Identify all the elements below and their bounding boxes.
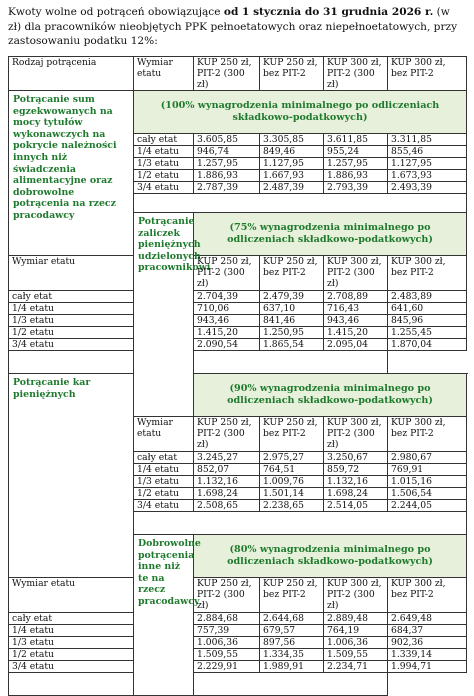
table-row — [9, 649, 467, 661]
header-col-etat: Wymiar etatu — [134, 57, 194, 91]
row-value-kup300-bez-pit2: 2.244,05 — [388, 500, 467, 512]
section-band-row — [9, 91, 467, 134]
row-etat-label: cały etat — [9, 291, 134, 303]
deduction-free-amounts-table — [8, 56, 467, 696]
section-percentage-band: (100% wynagrodzenia minimalnego po odliczeniach składkowo-podatkowych) — [134, 91, 467, 134]
row-value-kup250-bez-pit2: 764,51 — [260, 464, 324, 476]
row-value-kup250-bez-pit2: 2.238,65 — [260, 500, 324, 512]
intro-paragraph — [8, 5, 466, 49]
row-value-kup300-pit2: 2.514,05 — [324, 500, 388, 512]
row-etat-label: 1/2 etatu — [9, 327, 134, 339]
row-value-kup250-pit2: 1.257,95 — [194, 158, 260, 170]
row-value-kup300-bez-pit2: 769,91 — [388, 464, 467, 476]
row-value-kup250-pit2: 1.132,16 — [194, 476, 260, 488]
row-value-kup250-pit2: 757,39 — [194, 625, 260, 637]
row-value-kup250-bez-pit2: 1.127,95 — [260, 158, 324, 170]
row-value-kup250-pit2: 2.787,39 — [194, 182, 260, 194]
row-value-kup300-bez-pit2: 1.994,71 — [388, 661, 467, 673]
subheader-col-kup250-bez-pit2: KUP 250 zł, bez PIT-2 — [260, 578, 324, 613]
table-row — [9, 291, 467, 303]
section-spacer-row — [9, 351, 467, 374]
row-value-kup250-bez-pit2: 1.009,76 — [260, 476, 324, 488]
subheader-col-kup300-pit2: KUP 300 zł, PIT-2 (300 zł) — [324, 417, 388, 452]
deduction-category-label: Potrącanie kar pieniężnych — [9, 374, 134, 578]
section-spacer — [9, 351, 388, 374]
row-value-kup250-bez-pit2: 1.865,54 — [260, 339, 324, 351]
row-etat-label: 3/4 etatu — [134, 500, 194, 512]
row-value-kup250-pit2: 2.884,68 — [194, 613, 260, 625]
row-value-kup250-bez-pit2: 2.975,27 — [260, 452, 324, 464]
subheader-col-kup300-pit2: KUP 300 zł, PIT-2 (300 zł) — [324, 578, 388, 613]
row-value-kup300-pit2: 1.509,55 — [324, 649, 388, 661]
row-value-kup250-bez-pit2: 2.644,68 — [260, 613, 324, 625]
row-value-kup300-bez-pit2: 1.127,95 — [388, 158, 467, 170]
table-row — [9, 637, 467, 649]
subheader-col-kup300-bez-pit2: KUP 300 zł, bez PIT-2 — [388, 578, 467, 613]
header-col-kup300-pit2: KUP 300 zł, PIT-2 (300 zł) — [324, 57, 388, 91]
row-value-kup250-pit2: 1.006,36 — [194, 637, 260, 649]
row-etat-label: 1/2 etatu — [9, 649, 134, 661]
row-value-kup250-bez-pit2: 1.250,95 — [260, 327, 324, 339]
section-spacer-row — [9, 673, 467, 696]
subheader-col-etat: Wymiar etatu — [9, 256, 134, 291]
row-value-kup250-bez-pit2: 679,57 — [260, 625, 324, 637]
row-value-kup300-bez-pit2: 3.311,85 — [388, 134, 467, 146]
header-col-kup250-bez-pit2: KUP 250 zł, bez PIT-2 — [260, 57, 324, 91]
row-etat-label: 1/4 etatu — [134, 146, 194, 158]
row-value-kup300-bez-pit2: 2.980,67 — [388, 452, 467, 464]
row-value-kup300-bez-pit2: 1.015,16 — [388, 476, 467, 488]
row-etat-label: 1/4 etatu — [9, 303, 134, 315]
row-value-kup250-pit2: 710,06 — [194, 303, 260, 315]
deduction-category-label: Potrącanie sum egzekwowanych na mocy tytułów wykonawczych na pokrycie należności innych niż świadczenia alimentacyjne oraz dobrowolne potrącenia na rzecz pracodawcy — [9, 91, 134, 256]
row-value-kup300-pit2: 1.415,20 — [324, 327, 388, 339]
section-spacer — [134, 194, 467, 213]
row-value-kup250-bez-pit2: 3.305,85 — [260, 134, 324, 146]
row-value-kup250-bez-pit2: 897,56 — [260, 637, 324, 649]
row-etat-label: cały etat — [134, 134, 194, 146]
header-col-kup300-bez-pit2: KUP 300 zł, bez PIT-2 — [388, 57, 467, 91]
row-value-kup250-pit2: 1.886,93 — [194, 170, 260, 182]
section-subheader-row — [9, 256, 467, 291]
deduction-category-label: Potrącanie zaliczek pieniężnych udzielonych pracownikowi — [134, 213, 194, 417]
row-value-kup250-pit2: 946,74 — [194, 146, 260, 158]
row-value-kup250-bez-pit2: 1.989,91 — [260, 661, 324, 673]
table-header-row — [9, 57, 467, 91]
row-value-kup300-bez-pit2: 2.649,48 — [388, 613, 467, 625]
intro-text-end: (w zł) dla pracowników nieobjętych PPK pełnoetatowych oraz niepełnoetatowych, przy zastosowaniu podatku 12%: — [8, 6, 458, 48]
row-value-kup250-pit2: 1.415,20 — [194, 327, 260, 339]
row-value-kup300-pit2: 716,43 — [324, 303, 388, 315]
row-value-kup300-pit2: 2.095,04 — [324, 339, 388, 351]
row-value-kup300-bez-pit2: 1.506,54 — [388, 488, 467, 500]
row-value-kup250-bez-pit2: 1.501,14 — [260, 488, 324, 500]
row-value-kup300-bez-pit2: 1.673,93 — [388, 170, 467, 182]
row-etat-label: cały etat — [134, 452, 194, 464]
subheader-col-etat: Wymiar etatu — [134, 417, 194, 452]
table-row — [9, 661, 467, 673]
table-row — [9, 613, 467, 625]
intro-date-range: od 1 stycznia do 31 grudnia 2026 r. — [223, 6, 434, 18]
row-etat-label: 1/4 etatu — [9, 625, 134, 637]
row-value-kup300-bez-pit2: 2.483,89 — [388, 291, 467, 303]
section-percentage-band: (75% wynagrodzenia minimalnego po odliczeniach składkowo-podatkowych) — [194, 213, 467, 256]
row-value-kup300-bez-pit2: 845,96 — [388, 315, 467, 327]
subheader-col-kup300-bez-pit2: KUP 300 zł, bez PIT-2 — [388, 417, 467, 452]
header-col-kup250-pit2: KUP 250 zł, PIT-2 (300 zł) — [194, 57, 260, 91]
row-value-kup300-pit2: 3.611,85 — [324, 134, 388, 146]
row-etat-label: 3/4 etatu — [9, 339, 134, 351]
row-value-kup300-pit2: 943,46 — [324, 315, 388, 327]
row-etat-label: 1/4 etatu — [134, 464, 194, 476]
subheader-col-kup250-pit2: KUP 250 zł, PIT-2 (300 zł) — [194, 256, 260, 291]
row-value-kup250-pit2: 1.509,55 — [194, 649, 260, 661]
row-value-kup300-bez-pit2: 1.870,04 — [388, 339, 467, 351]
row-value-kup250-bez-pit2: 849,46 — [260, 146, 324, 158]
table-row — [9, 625, 467, 637]
row-etat-label: 1/3 etatu — [134, 158, 194, 170]
row-etat-label: 1/3 etatu — [9, 315, 134, 327]
row-value-kup300-pit2: 764,19 — [324, 625, 388, 637]
row-value-kup250-pit2: 2.090,54 — [194, 339, 260, 351]
row-value-kup300-pit2: 3.250,67 — [324, 452, 388, 464]
subheader-col-kup300-pit2: KUP 300 zł, PIT-2 (300 zł) — [324, 256, 388, 291]
row-value-kup250-bez-pit2: 1.667,93 — [260, 170, 324, 182]
row-etat-label: 3/4 etatu — [9, 661, 134, 673]
row-value-kup300-pit2: 1.132,16 — [324, 476, 388, 488]
row-etat-label: 1/2 etatu — [134, 170, 194, 182]
subheader-col-kup300-bez-pit2: KUP 300 zł, bez PIT-2 — [388, 256, 467, 291]
section-subheader-row — [9, 578, 467, 613]
row-value-kup300-bez-pit2: 2.493,39 — [388, 182, 467, 194]
section-band-row — [9, 374, 467, 417]
row-value-kup250-bez-pit2: 2.487,39 — [260, 182, 324, 194]
row-value-kup250-bez-pit2: 841,46 — [260, 315, 324, 327]
row-value-kup250-pit2: 2.508,65 — [194, 500, 260, 512]
row-value-kup300-pit2: 1.886,93 — [324, 170, 388, 182]
row-value-kup300-pit2: 2.793,39 — [324, 182, 388, 194]
table-row — [9, 315, 467, 327]
row-etat-label: 1/3 etatu — [9, 637, 134, 649]
deduction-category-label: Dobrowolne potrącenia inne niż te na rzecz pracodawcy — [134, 535, 194, 696]
row-value-kup250-pit2: 2.704,39 — [194, 291, 260, 303]
row-value-kup300-bez-pit2: 902,36 — [388, 637, 467, 649]
table-row — [9, 339, 467, 351]
row-value-kup300-pit2: 2.889,48 — [324, 613, 388, 625]
section-spacer — [9, 673, 388, 696]
subheader-col-etat: Wymiar etatu — [9, 578, 134, 613]
row-value-kup250-pit2: 3.245,27 — [194, 452, 260, 464]
row-value-kup250-bez-pit2: 2.479,39 — [260, 291, 324, 303]
row-value-kup300-pit2: 1.006,36 — [324, 637, 388, 649]
row-value-kup300-pit2: 1.257,95 — [324, 158, 388, 170]
header-category: Rodzaj potrącenia — [9, 57, 134, 91]
row-value-kup250-bez-pit2: 1.334,35 — [260, 649, 324, 661]
subheader-col-kup250-pit2: KUP 250 zł, PIT-2 (300 zł) — [194, 578, 260, 613]
row-value-kup300-bez-pit2: 855,46 — [388, 146, 467, 158]
subheader-col-kup250-pit2: KUP 250 zł, PIT-2 (300 zł) — [194, 417, 260, 452]
row-value-kup250-pit2: 2.229,91 — [194, 661, 260, 673]
row-value-kup300-pit2: 2.708,89 — [324, 291, 388, 303]
row-value-kup300-pit2: 2.234,71 — [324, 661, 388, 673]
row-value-kup300-bez-pit2: 1.339,14 — [388, 649, 467, 661]
row-value-kup250-bez-pit2: 637,10 — [260, 303, 324, 315]
subheader-col-kup250-bez-pit2: KUP 250 zł, bez PIT-2 — [260, 256, 324, 291]
row-value-kup250-pit2: 3.605,85 — [194, 134, 260, 146]
row-value-kup300-bez-pit2: 1.255,45 — [388, 327, 467, 339]
table-row — [9, 327, 467, 339]
row-etat-label: 3/4 etatu — [134, 182, 194, 194]
row-value-kup300-pit2: 1.698,24 — [324, 488, 388, 500]
row-etat-label: cały etat — [9, 613, 134, 625]
row-etat-label: 1/2 etatu — [134, 488, 194, 500]
row-value-kup300-pit2: 955,24 — [324, 146, 388, 158]
row-value-kup300-bez-pit2: 684,37 — [388, 625, 467, 637]
table-row — [9, 303, 467, 315]
section-spacer — [134, 512, 467, 535]
row-value-kup250-pit2: 1.698,24 — [194, 488, 260, 500]
row-value-kup250-pit2: 852,07 — [194, 464, 260, 476]
section-percentage-band: (90% wynagrodzenia minimalnego po odliczeniach składkowo-podatkowych) — [194, 374, 467, 417]
row-value-kup300-pit2: 859,72 — [324, 464, 388, 476]
row-value-kup250-pit2: 943,46 — [194, 315, 260, 327]
section-percentage-band: (80% wynagrodzenia minimalnego po odliczeniach składkowo-podatkowych) — [194, 535, 467, 578]
row-value-kup300-bez-pit2: 641,60 — [388, 303, 467, 315]
row-etat-label: 1/3 etatu — [134, 476, 194, 488]
intro-text-start: Kwoty wolne od potrąceń obowiązujące — [8, 6, 224, 18]
subheader-col-kup250-bez-pit2: KUP 250 zł, bez PIT-2 — [260, 417, 324, 452]
